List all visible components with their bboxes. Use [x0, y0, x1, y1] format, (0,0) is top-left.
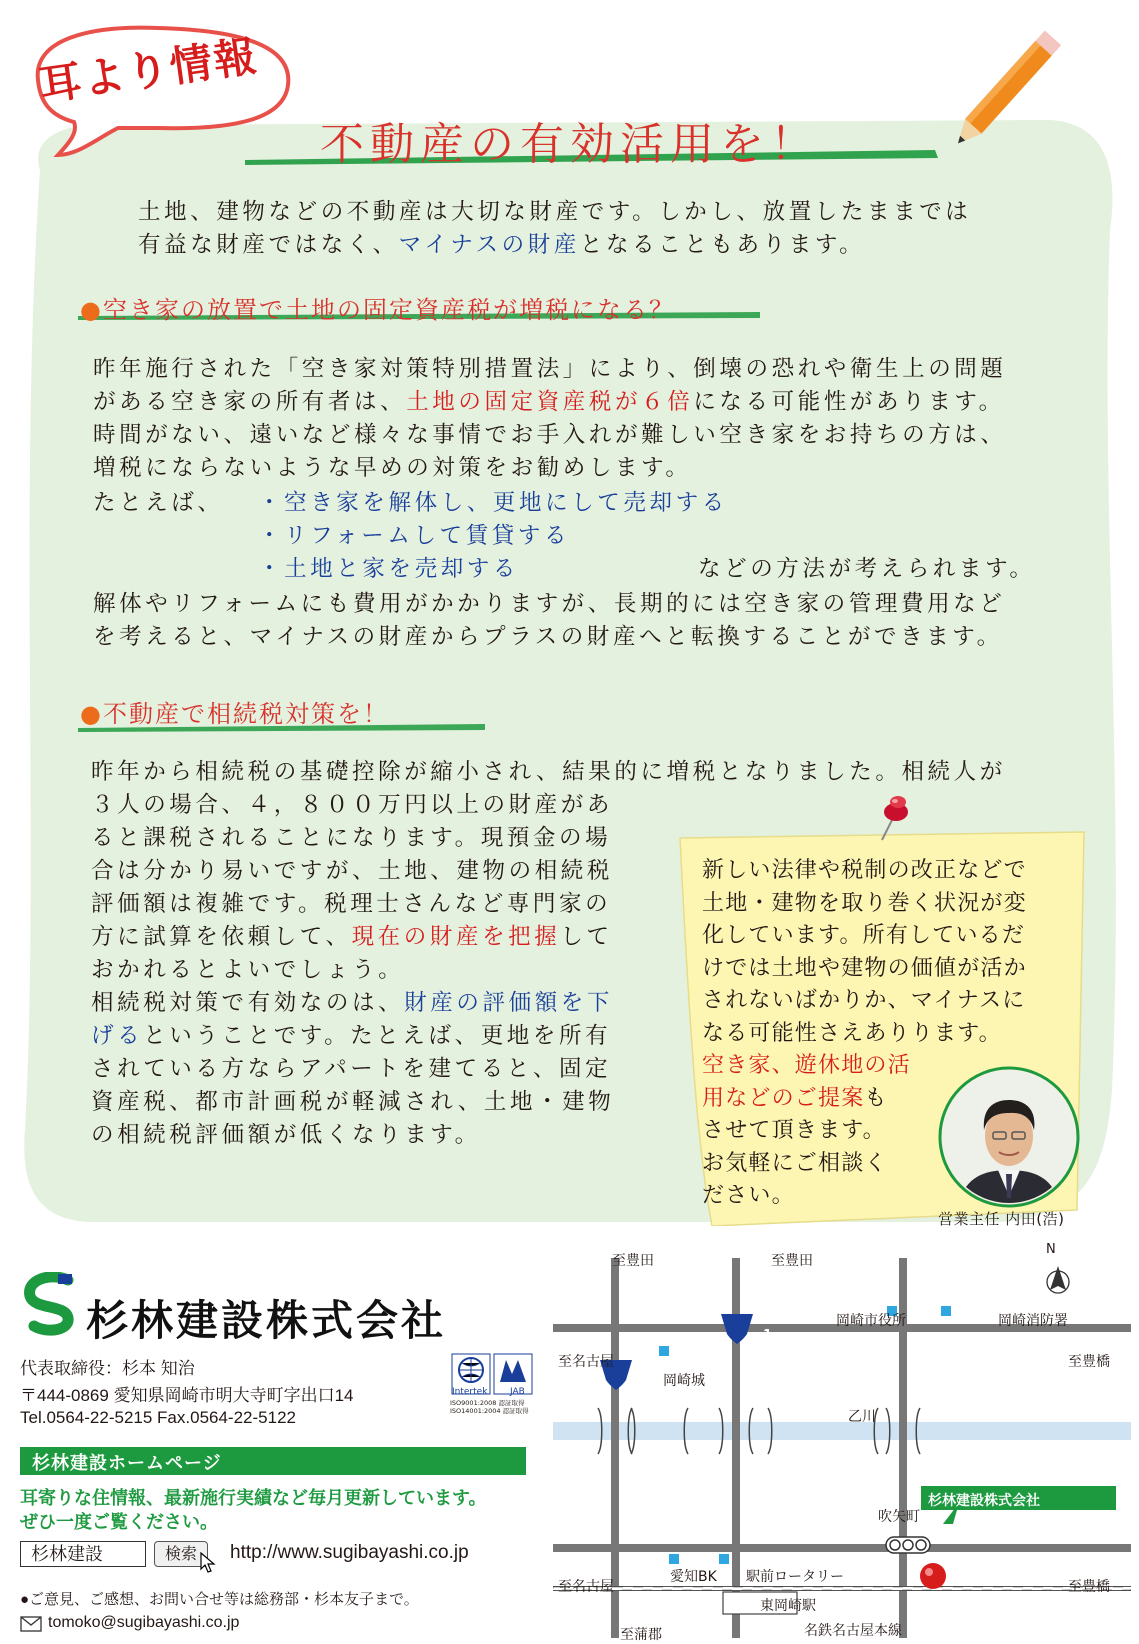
section2-line-9: げるということです。たとえば、更地を所有: [91, 1023, 612, 1049]
map-to-toyota-1: 至豊田: [612, 1253, 654, 1269]
section2-line-2: ３人の場合、４，８００万円以上の財産があ: [91, 792, 614, 818]
map-company-tag: 杉林建設株式会社: [928, 1493, 1040, 1509]
section2-line-3: ると課税されることになります。現預金の場: [91, 825, 612, 851]
section1-line-5: 解体やリフォームにも費用がかかりますが、長期的には空き家の管理費用など: [93, 591, 1006, 617]
section1-line-1: 昨年施行された「空き家対策特別措置法」により、倒壊の恐れや衛生上の問題: [93, 356, 1007, 382]
map-to-nagoya-1: 至名古屋: [558, 1354, 614, 1370]
homepage-desc-1: 耳寄りな住情報、最新施行実績など毎月更新しています。: [20, 1488, 487, 1509]
section1-option-1: ・空き家を解体し、更地にして売却する: [258, 490, 728, 516]
section2-line-8: 相続税対策で有効なのは、財産の評価額を下: [91, 990, 614, 1016]
map-to-toyohashi-1: 至豊橋: [1068, 1354, 1110, 1370]
note-line: されないばかりか、マイナスに: [702, 988, 1026, 1013]
pencil-icon: [940, 8, 1090, 158]
map-route-1: 1: [763, 1328, 773, 1343]
note-line: 新しい法律や税制の改正などで: [702, 858, 1027, 883]
map-fukiyacho: 吹矢町: [878, 1509, 920, 1525]
staff-portrait: [938, 1066, 1080, 1208]
map-railway: 名鉄名古屋本線: [804, 1623, 902, 1639]
map-to-toyota-2: 至豊田: [771, 1253, 813, 1269]
section1-options-suffix: などの方法が考えられます。: [698, 556, 1036, 582]
section2-line-1: 昨年から相続税の基礎控除が縮小され、結果的に増税となりました。相続人が: [91, 759, 1006, 785]
bubble-label: 耳より情報: [36, 30, 261, 111]
company-name: 杉林建設株式会社: [86, 1296, 447, 1345]
section1-line-4: 増税にならないような早めの対策をお勧めします。: [93, 455, 692, 481]
section2-highlight-2: 財産の評価額を下: [404, 990, 614, 1016]
note-line: 土地・建物を取り巻く状況が変: [702, 890, 1027, 916]
search-button[interactable]: 検索: [154, 1541, 208, 1567]
note-line: お気軽にご相談く: [702, 1150, 888, 1176]
company-representative: 代表取締役：杉本 知治: [20, 1359, 195, 1378]
section2-line-7: おかれるとよいでしょう。: [91, 957, 405, 983]
cert-label-jab: JAB: [510, 1387, 525, 1397]
intro-highlight: マイナスの財産: [398, 232, 580, 258]
section1-line-2: がある空き家の所有者は、土地の固定資産税が６倍になる可能性があります。: [93, 389, 1005, 415]
section2-line-6: 方に試算を依頼して、現在の財産を把握して: [91, 924, 613, 950]
company-phone: Tel.0564-22-5215 Fax.0564-22-5122: [20, 1408, 296, 1427]
section1-highlight: 土地の固定資産税が６倍: [406, 389, 694, 415]
section2-line-4: 合は分かり易いですが、土地、建物の相続税: [91, 858, 614, 884]
map-fire-station: 岡崎消防署: [998, 1313, 1068, 1329]
map-station: 東岡崎駅: [760, 1598, 816, 1614]
search-input[interactable]: 杉林建設: [20, 1541, 146, 1567]
intro-line-2: 有益な財産ではなく、マイナスの財産となることもあります。: [138, 232, 866, 258]
cert-iso-1: ISO9001:2008 認証取得: [450, 1399, 525, 1407]
section1-option-2: ・リフォームして賃貸する: [258, 523, 571, 549]
note-line: させて頂きます。: [702, 1118, 886, 1143]
contact-note: ●ご意見、ご感想、お問い合せ等は総務部・杉本友子まで。: [20, 1591, 419, 1608]
section1-example-label: たとえば、: [93, 490, 224, 516]
map-to-toyohashi-2: 至豊橋: [1068, 1579, 1110, 1595]
bullet-dot-icon: ●: [80, 700, 103, 728]
staff-caption: 営業主任 内田(浩): [938, 1210, 1065, 1228]
note-line: 用などのご提案も: [702, 1085, 888, 1111]
section1-option-3: ・土地と家を売却する: [258, 556, 520, 582]
section2-highlight-1: 現在の財産を把握: [351, 924, 561, 950]
company-address: 〒444-0869 愛知県岡崎市明大寺町字出口14: [20, 1386, 354, 1405]
contact-email[interactable]: tomoko@sugibayashi.co.jp: [48, 1614, 240, 1631]
mail-icon: [20, 1616, 42, 1632]
section1-line-3: 時間がない、遠いなど様々な事情でお手入れが難しい空き家をお持ちの方は、: [93, 422, 1007, 448]
map-rotary: 駅前ロータリー: [746, 1569, 844, 1585]
website-link[interactable]: http://www.sugibayashi.co.jp: [230, 1542, 469, 1563]
homepage-desc-2: ぜひ一度ご覧ください。: [20, 1512, 218, 1533]
map-north: N: [1046, 1242, 1056, 1257]
map-river: 乙川: [848, 1409, 876, 1425]
map-to-gamagori: 至蒲郡: [620, 1627, 662, 1643]
page-title: 不動産の有効活用を！: [320, 119, 820, 170]
map-to-nagoya-2: 至名古屋: [558, 1579, 614, 1595]
section2-line-11: 資産税、都市計画税が軽減され、土地・建物: [91, 1089, 615, 1115]
pushpin-icon: [868, 790, 918, 850]
section2-line-12: の相続税評価額が低くなります。: [91, 1122, 481, 1148]
bullet-dot-icon: ●: [80, 296, 103, 324]
note-highlight-2: 用などのご提案: [702, 1085, 865, 1111]
note-highlight-1: 空き家、遊休地の活: [702, 1053, 911, 1078]
section2-line-5: 評価額は複雑です。税理士さんなど専門家の: [91, 891, 612, 917]
section2-heading: ●不動産で相続税対策を！: [80, 700, 389, 728]
section1-heading: ●空き家の放置で土地の固定資産税が増税になる？: [80, 296, 675, 324]
map-castle: 岡崎城: [663, 1373, 705, 1389]
section2-line-10: されている方ならアパートを建てると、固定: [91, 1056, 612, 1082]
section1-line-6: を考えると、マイナスの財産からプラスの財産へと転換することができます。: [93, 624, 1003, 650]
map-city-hall: 岡崎市役所: [836, 1313, 906, 1329]
homepage-title: 杉林建設ホームページ: [32, 1453, 222, 1474]
company-logo-icon: [20, 1272, 80, 1338]
cursor-arrow-icon: [200, 1552, 216, 1574]
map-aichi-bk: 愛知BK: [670, 1569, 717, 1585]
map-route-248: 248: [631, 1374, 654, 1387]
note-line: なる可能性さえありります。: [702, 1020, 1002, 1046]
note-line: けでは土地や建物の価値が活か: [702, 955, 1027, 981]
intro-line-1: 土地、建物などの不動産は大切な財産です。しかし、放置したままでは: [138, 199, 972, 225]
note-line: 化しています。所有しているだ: [702, 923, 1026, 948]
note-line: ださい。: [702, 1183, 795, 1208]
cert-iso-2: ISO14001:2004 認証取得: [450, 1407, 529, 1415]
cert-label-intertek: Intertek: [452, 1387, 488, 1397]
